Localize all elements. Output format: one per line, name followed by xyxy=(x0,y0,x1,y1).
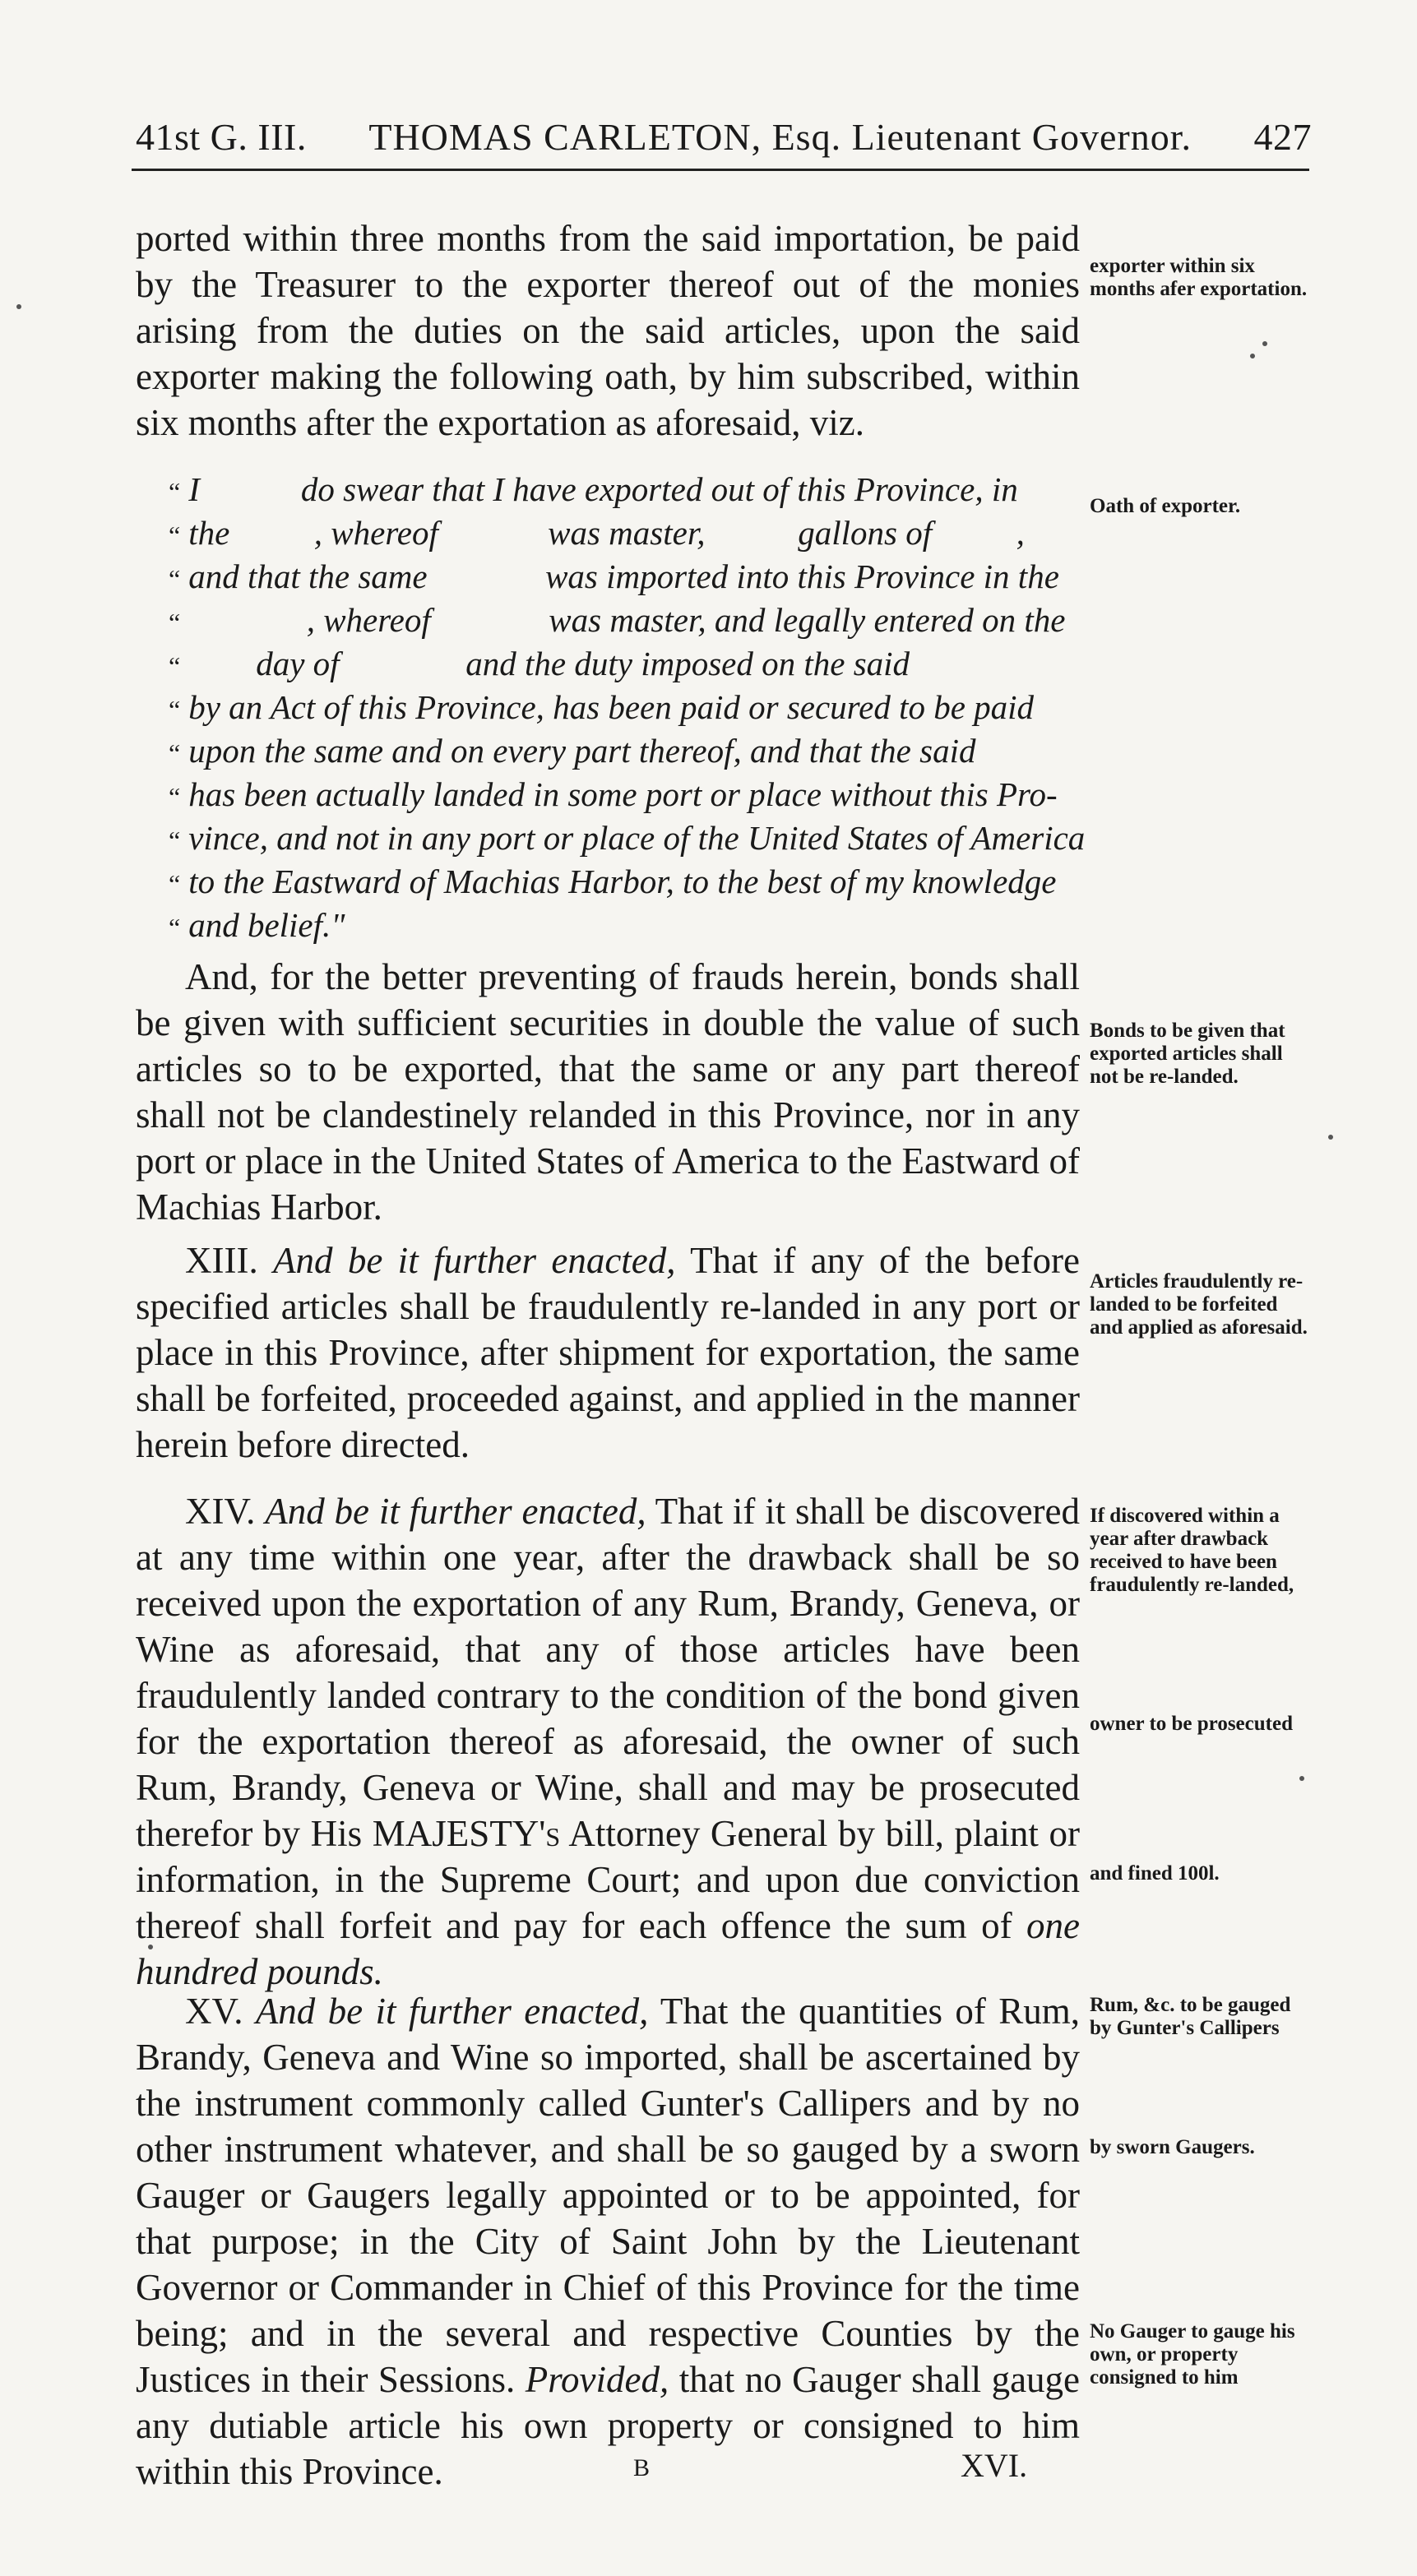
margin-note-discovered: If discovered within a year after drawback received to have been fraudulently re-landed, xyxy=(1090,1505,1294,1596)
oath-line: “ , whereof was master, and legally entered on the xyxy=(169,601,1066,639)
speck xyxy=(1328,1135,1333,1140)
oath-line: “ I do swear that I have exported out of this Province, in xyxy=(169,470,1018,508)
oath-line: “ to the Eastward of Machias Harbor, to the best of my knowledge xyxy=(169,863,1057,900)
section-number: XIII. xyxy=(185,1240,258,1281)
margin-note-oath: Oath of exporter. xyxy=(1090,495,1241,517)
speck xyxy=(1299,1776,1304,1781)
bonds-text: And, for the better preventing of frauds herein, bonds shall be given with sufficient securities in double the value of such articles so to be exported, that the same or any part thereof shall not be clandestinely relanded in this Province, nor in any port or place in the United States of America to the Eastward of Machias Harbor. xyxy=(136,956,1080,1228)
section-13 xyxy=(136,1237,1080,1468)
oath-block xyxy=(169,469,1086,948)
enacting-clause: And be it further enacted, xyxy=(265,1491,646,1532)
intro-text: ported within three months from the said importation, be paid by the Treasurer to the exporter thereof out of the monies arising from the duties on the said articles, upon the said exporter making the following oath, by him subscribed, within six months after the exportation as aforesaid, viz. xyxy=(136,218,1080,443)
margin-note-bonds: Bonds to be given that exported articles shall not be re-landed. xyxy=(1090,1020,1285,1088)
running-header xyxy=(136,115,1312,159)
speck xyxy=(16,304,21,309)
margin-note-no-gauger: No Gauger to gauge his own, or property consigned to him xyxy=(1090,2320,1295,2389)
header-title: THOMAS CARLETON, Esq. Lieutenant Governor. xyxy=(368,116,1192,158)
margin-note-gauged: Rum, &c. to be gauged by Gunter's Callipers xyxy=(1090,1994,1291,2039)
margin-note-fined: and fined 100l. xyxy=(1090,1862,1220,1885)
margin-note-relanded: Articles fraudulently re-landed to be forfeited and applied as aforesaid. xyxy=(1090,1270,1308,1339)
section-14: XIV. And be it further enacted, That if it shall be discovered at any time within one year, after the drawback shall be so received upon the exportation of any Rum, Brandy, Geneva, or Wine as aforesaid, that any of those articles have been fraudulently landed contrary to the condition of the bond given for the exportation thereof as aforesaid, the owner of such Rum, Brandy, Geneva or Wine, shall and may be prosecuted therefor by His MAJESTY's Attorney General by bill, plaint or information, in the Supreme Court; and upon due conviction thereof shall forfeit and pay for each offence the sum of one hundred pounds. xyxy=(136,1491,1081,1992)
header-regnal-year: 41st G. III. xyxy=(136,116,307,158)
oath-line: “ upon the same and on every part thereof, and that the said xyxy=(169,732,976,770)
penalty-sum: one hundred pounds. xyxy=(136,1905,1081,1992)
bonds-paragraph xyxy=(136,954,1080,1230)
margin-note-owner: owner to be prosecuted xyxy=(1090,1713,1293,1735)
margin-note-exporter: exporter within six months afer exportation. xyxy=(1090,255,1308,300)
signature-mark: B xyxy=(633,2454,651,2481)
margin-note-sworn: by sworn Gaugers. xyxy=(1090,2136,1255,2158)
oath-line: “ has been actually landed in some port or place without this Pro- xyxy=(169,775,1058,813)
oath-line: “ by an Act of this Province, has been paid or secured to be paid xyxy=(169,688,1035,726)
section-number: XIV. xyxy=(185,1491,256,1532)
majesty-word: MAJESTY's xyxy=(372,1813,561,1854)
oath-line: “ day of and the duty imposed on the said xyxy=(169,645,910,682)
oath-line: “ and belief." xyxy=(169,906,345,944)
speck xyxy=(1250,354,1255,358)
section-15: XV. And be it further enacted, That the quantities of Rum, Brandy, Geneva and Wine so imported, shall be ascertained by the instrument commonly called Gunter's Callipers and by no other instrument whatever, and shall be so gauged by a sworn Gauger or Gaugers legally appointed or to be appointed, for that purpose; in the City of Saint John by the Lieutenant Governor or Commander in Chief of this Province for the time being; and in the several and respective Counties by the Justices in their Sessions. Provided, that no Gauger shall gauge any dutiable article his own property or consigned to him within this Province. xyxy=(136,1991,1081,2492)
page-number: 427 xyxy=(1253,116,1312,158)
proviso: Provided, xyxy=(525,2359,669,2400)
intro-paragraph xyxy=(136,215,1080,446)
enacting-clause: And be it further enacted, xyxy=(255,1991,649,2032)
oath-line: “ the , whereof was master, gallons of , xyxy=(169,514,1025,552)
catchword: XVI. xyxy=(961,2447,1028,2484)
header-rule xyxy=(132,169,1309,171)
section-text: That if any of the before specified articles shall be fraudulently re-landed in any port or place in this Province, after shipment for exportation, the same shall be forfeited, proceeded against, and applied in the manner herein before directed. xyxy=(136,1240,1081,1465)
speck xyxy=(1262,341,1267,346)
section-number: XV. xyxy=(185,1991,243,2032)
oath-line: “ vince, and not in any port or place of the United States of America xyxy=(169,819,1086,857)
enacting-clause: And be it further enacted, xyxy=(273,1240,676,1281)
oath-line: “ and that the same was imported into this Province in the xyxy=(169,557,1059,595)
